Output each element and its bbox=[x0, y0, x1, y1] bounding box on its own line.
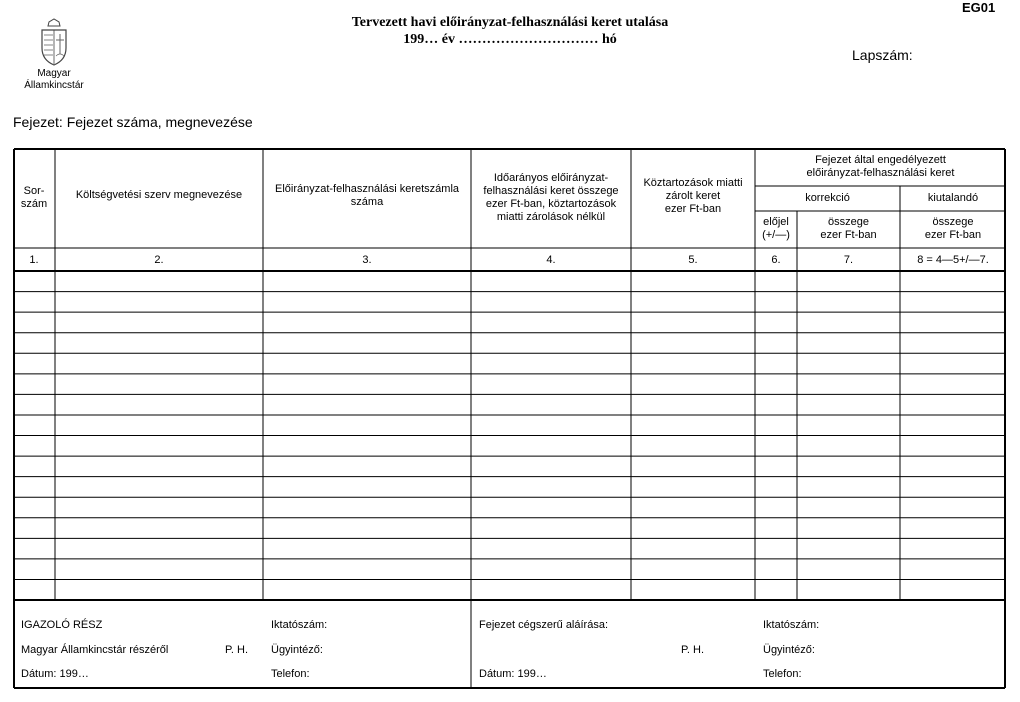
agency-line-1: Magyar bbox=[37, 68, 71, 79]
header-korrekcio bbox=[755, 186, 900, 210]
header-osszege-korrekcio-line-1: összege bbox=[828, 216, 869, 228]
column-number: 2. bbox=[154, 254, 164, 266]
column-number: 3. bbox=[362, 254, 372, 266]
header-group-fejezet bbox=[755, 150, 1006, 184]
footer-datum-right: Dátum: 199… bbox=[479, 668, 547, 680]
footer-ph-right: P. H. bbox=[681, 644, 705, 656]
agency-line-2: Államkincstár bbox=[24, 80, 84, 91]
chapter-label: Fejezet: Fejezet száma, megnevezése bbox=[13, 114, 253, 130]
column-number: 1. bbox=[29, 254, 39, 266]
header-koztartozas bbox=[631, 148, 755, 244]
header-elojel-line-1: előjel bbox=[763, 216, 789, 228]
footer-iktatoszam-left: Iktatószám: bbox=[271, 619, 328, 631]
header-idoaranyos-line-3: ezer Ft-ban, köztartozások bbox=[485, 198, 617, 210]
header-idoaranyos-line-4: miatti zárolások nélkül bbox=[496, 211, 606, 223]
column-number: 8 = 4—5+/—7. bbox=[917, 254, 989, 266]
header-osszege-korrekcio bbox=[797, 211, 900, 247]
footer-ph-left: P. H. bbox=[225, 644, 249, 656]
footer-ugyintezo-left: Ügyintéző: bbox=[271, 644, 323, 656]
footer-igazolo: IGAZOLÓ RÉSZ bbox=[21, 619, 103, 631]
header-sorszam bbox=[13, 148, 55, 248]
footer-datum-left: Dátum: 199… bbox=[21, 668, 89, 680]
header-sorszam-line-2: szám bbox=[20, 198, 48, 210]
header-osszege-kiutalando-line-1: összege bbox=[932, 216, 974, 228]
header-osszege-kiutalando bbox=[900, 211, 1006, 247]
header-keretszamla-line-2: száma bbox=[350, 195, 384, 208]
page-number-label: Lapszám: bbox=[852, 47, 913, 63]
header-idoaranyos bbox=[471, 148, 631, 248]
header-sorszam-line-1: Sor- bbox=[23, 185, 45, 197]
header-koztartozas-line-3: ezer Ft-ban bbox=[664, 202, 722, 215]
header-koztartozas-line-1: Köztartozások miatti bbox=[643, 176, 743, 189]
header-szerv bbox=[55, 148, 263, 243]
header-keretszamla bbox=[263, 148, 471, 243]
footer-mak-reszerol: Magyar Államkincstár részéről bbox=[21, 644, 169, 656]
header-idoaranyos-line-1: Időarányos előirányzat- bbox=[493, 172, 609, 184]
header-idoaranyos-line-2: felhasználási keret összege bbox=[483, 185, 619, 197]
column-number: 4. bbox=[546, 254, 556, 266]
header-keretszamla-line-1: Előirányzat-felhasználási keretszámla bbox=[274, 182, 460, 195]
header-szerv-text: Költségvetési szerv megnevezése bbox=[75, 189, 243, 201]
footer-fejezet-alairasa: Fejezet cégszerű aláírása: bbox=[479, 619, 609, 631]
header-elojel-line-2: (+/—) bbox=[762, 229, 790, 241]
header-group-line-2: előirányzat-felhasználási keret bbox=[806, 167, 955, 179]
header-osszege-kiutalando-line-2: ezer Ft-ban bbox=[924, 229, 982, 241]
header-korrekcio-text: korrekció bbox=[805, 191, 850, 204]
hungarian-crest-logo bbox=[38, 18, 70, 66]
header-group-line-1: Fejezet által engedélyezett bbox=[815, 154, 946, 166]
form-code: EG01 bbox=[962, 0, 996, 15]
footer-telefon-left: Telefon: bbox=[271, 668, 310, 680]
column-number: 7. bbox=[843, 254, 854, 266]
footer-telefon-right: Telefon: bbox=[763, 668, 802, 680]
agency-name bbox=[14, 68, 94, 92]
header-kiutalando bbox=[900, 186, 1006, 210]
allocation-table bbox=[13, 148, 1006, 689]
footer-ugyintezo-right: Ügyintéző: bbox=[763, 644, 815, 656]
header-osszege-korrekcio-line-2: ezer Ft-ban bbox=[820, 229, 877, 241]
header-elojel bbox=[755, 211, 797, 247]
header-kiutalando-text: kiutalandó bbox=[927, 191, 979, 204]
header-koztartozas-line-2: zárolt keret bbox=[665, 189, 721, 202]
form-title bbox=[240, 14, 780, 48]
form-title-line-1: Tervezett havi előirányzat-felhasználási keret utalása bbox=[351, 15, 669, 30]
column-number: 6. bbox=[771, 254, 781, 266]
column-number: 5. bbox=[688, 254, 698, 266]
footer-iktatoszam-right: Iktatószám: bbox=[763, 619, 820, 631]
form-title-line-2: 199… év ………………………… hó bbox=[403, 32, 617, 47]
